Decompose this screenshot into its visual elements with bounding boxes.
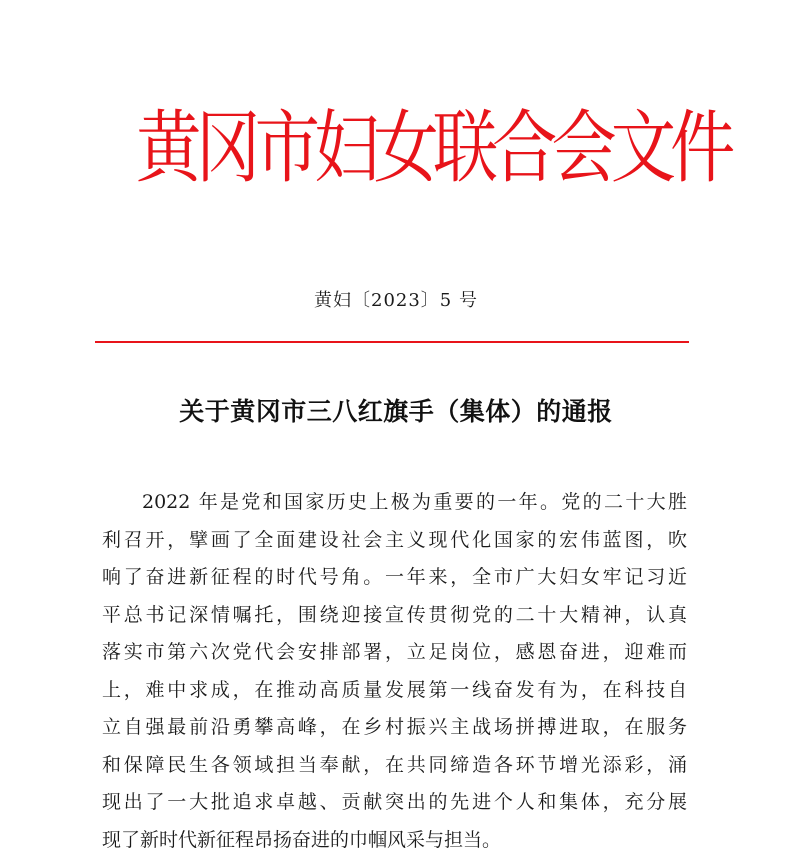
body-paragraph xyxy=(102,484,687,859)
paragraph-line: 响了奋进新征程的时代号角。一年来，全市广大妇女牢记习近 xyxy=(102,566,687,588)
paragraph-line: 利召开，擘画了全面建设社会主义现代化国家的宏伟蓝图，吹 xyxy=(102,528,687,551)
paragraph-line: 现了新时代新征程昂扬奋进的巾帼风采与担当。 xyxy=(102,828,502,851)
paragraph-line: 现出了一大批追求卓越、贡献突出的先进个人和集体，充分展 xyxy=(102,791,687,813)
paragraph-line: 和保障民生各领域担当奉献，在共同缔造各环节增光添彩，涌 xyxy=(102,753,687,776)
paragraph-line: 落实市第六次党代会安排部署，立足岗位，感恩奋进，迎难而 xyxy=(102,641,687,663)
document-number: 黄妇〔2023〕5 号 xyxy=(314,290,478,311)
paragraph-line: 平总书记深情嘱托，围绕迎接宣传贯彻党的二十大精神，认真 xyxy=(102,603,687,626)
red-separator-line xyxy=(95,341,689,343)
paragraph-line: 2022 年是党和国家历史上极为重要的一年。党的二十大胜 xyxy=(142,491,687,513)
paragraph-line: 上，难中求成，在推动高质量发展第一线奋发有为，在科技自 xyxy=(102,678,687,701)
document-masthead: 黄冈市妇女联合会文件 xyxy=(136,101,730,194)
document-title: 关于黄冈市三八红旗手（集体）的通报 xyxy=(179,397,613,426)
paragraph-line: 立自强最前沿勇攀高峰，在乡村振兴主战场拼搏进取，在服务 xyxy=(102,716,687,738)
